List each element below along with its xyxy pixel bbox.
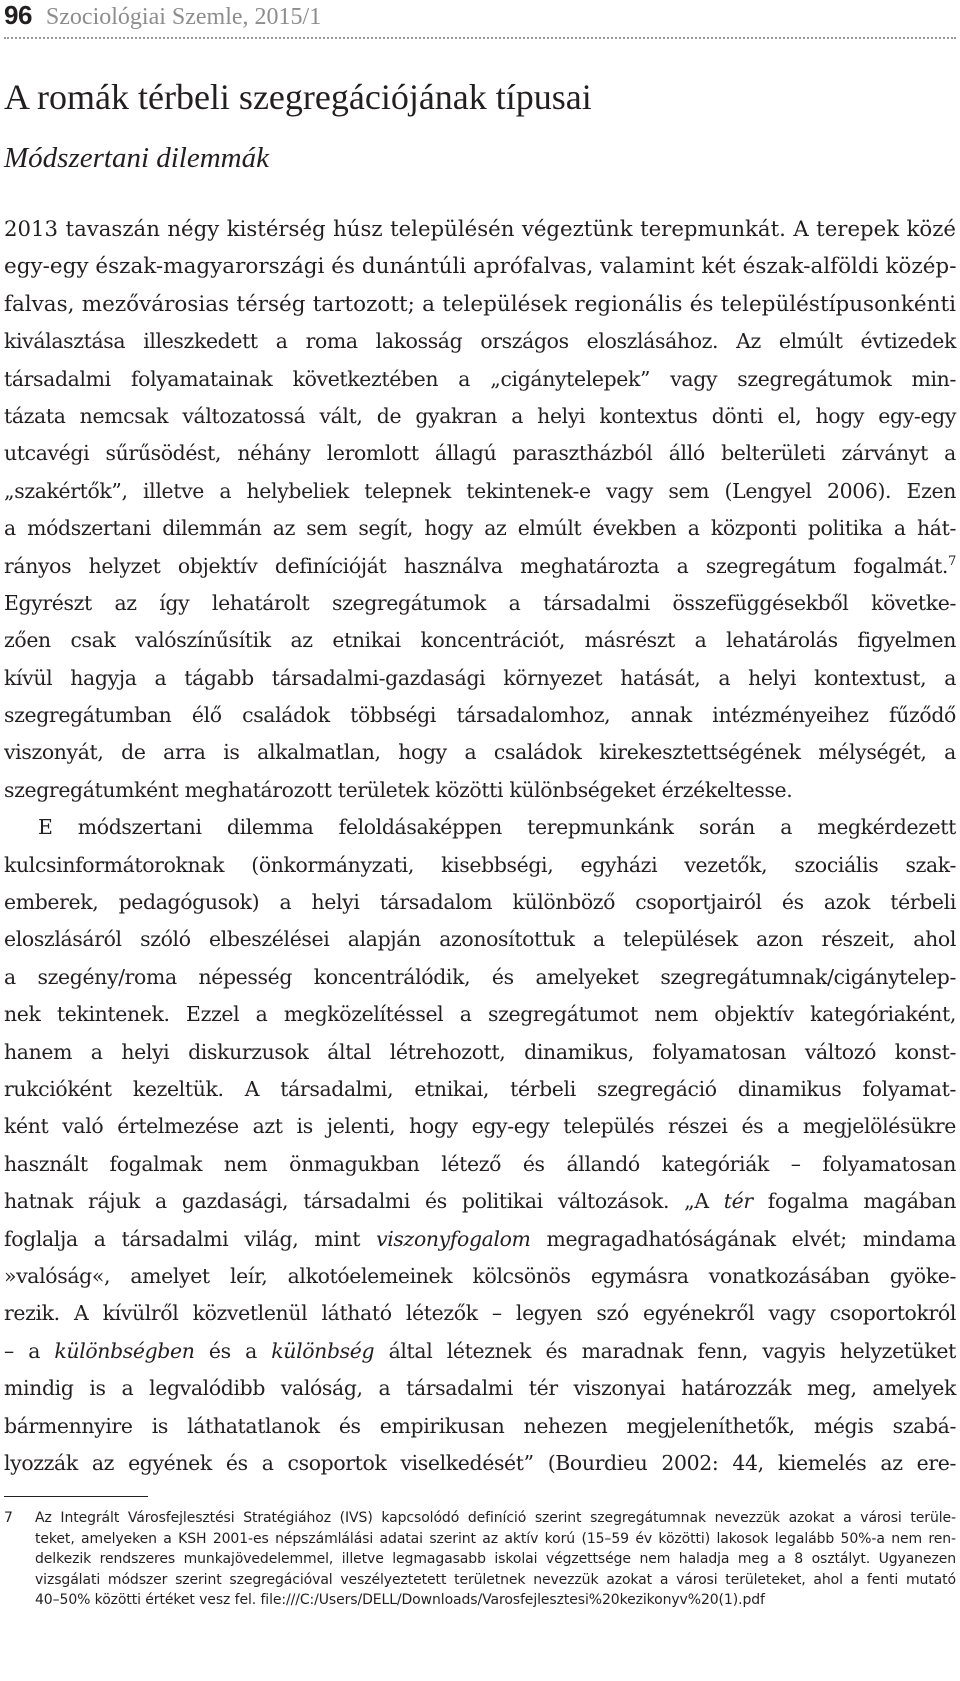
body-line: „szakértők”, illetve a helybeliek telepnek tekintenek-e vagy sem (Lengyel 2006). Ezen	[4, 478, 956, 503]
body-line	[4, 548, 956, 585]
body-line: viszonyát, de arra is alkalmatlan, hogy a családok kirekesztettségének mélységét, a	[4, 740, 956, 765]
body-line: kulcsinformátoroknak (önkormányzati, kisebbségi, egyházi vezetők, szociális szak-	[4, 852, 956, 877]
body-line: kiválasztása illeszkedett a roma lakosság országos eloszlásához. Az elmúlt évtizedek	[4, 329, 956, 354]
body-line: tázata nemcsak változatossá vált, de gyakran a helyi kontextus dönti el, hogy egy-egy	[4, 403, 956, 428]
body-line: utcavégi sűrűsödést, néhány leromlott állagú parasztházból álló belterületi zárványt a	[4, 441, 956, 466]
body-line-text: és a	[194, 1338, 272, 1363]
footnote-divider	[4, 1496, 148, 1497]
body-line: »valóság«, amelyet leír, alkotóelemeinek kölcsönös egymásra vonatkozásában gyöke-	[4, 1263, 956, 1288]
body-line: nek tekintenek. Ezzel a megközelítéssel a szegregátumot nem objektív kategóriaként,	[4, 1002, 956, 1027]
body-line-text: megragadhatóságának elvét; mindama	[530, 1226, 957, 1251]
body-line-text: által léteznek és maradnak fenn, vagyis helyzetüket	[374, 1338, 956, 1363]
body-line: a szegény/roma népesség koncentrálódik, és amelyeket szegregátumnak/cigánytelep-	[4, 964, 956, 989]
footnote-text	[35, 1508, 956, 1611]
body-line: társadalmi folyamatainak következtében a „cigánytelepek” vagy szegregátumok min-	[4, 366, 956, 391]
footnote-line: teket, amelyeken a KSH 2001-es népszámlálási adatai szerint az aktív korú (15–59 év közötti) lakosok legalább 50%-a nem ren-	[35, 1530, 956, 1547]
page-number: 96	[4, 0, 32, 30]
body-line: mindig is a legvalódibb valóság, a társadalmi tér viszonyai határozzák meg, amelyek	[4, 1376, 956, 1401]
footnote	[4, 1508, 956, 1611]
body-line: eloszlásáról szóló elbeszélései alapján azonosítottuk a települések azon részeit, ahol	[4, 927, 956, 952]
body-line	[4, 1221, 956, 1258]
footnote-line: vizsgálati módszer szerint szegregációval veszélyeztetett területnek nevezzük azokat a városi területeket, ahol a fenti mutató	[35, 1571, 956, 1588]
body-line-text: hatnak rájuk a gazdasági, társadalmi és politikai változások. „A	[4, 1189, 724, 1214]
body-line: zően csak valószínűsítik az etnikai koncentrációt, másrészt a lehatárolás figyelmen	[4, 628, 956, 653]
body-line: kívül hagyja a tágabb társadalmi-gazdasági környezet hatását, a helyi kontextust, a	[4, 665, 956, 690]
body-line	[4, 1183, 956, 1220]
body-line	[4, 1333, 956, 1370]
footnote-line: Az Integrált Városfejlesztési Stratégiához (IVS) kapcsolódó definíció szerint szegregátumnak nevezzük azokat a városi terüle-	[35, 1510, 956, 1526]
body-line: 2013 tavaszán négy kistérség húsz településén végeztünk terepmunkát. A terepek közé	[4, 217, 956, 242]
body-line: a módszertani dilemmán az sem segít, hogy az elmúlt években a központi politika a hát-	[4, 516, 956, 541]
article-title: A romák térbeli szegregációjának típusai	[4, 77, 592, 117]
body-line: emberek, pedagógusok) a helyi társadalom különböző csoportjairól és azok térbeli	[4, 890, 956, 915]
article-subtitle: Módszertani dilemmák	[4, 142, 269, 174]
body-line-text: fogalma magában	[752, 1189, 956, 1214]
body-line-text: – a	[4, 1338, 55, 1363]
emphasis: különbség	[271, 1338, 375, 1363]
body-line: rezik. A kívülről közvetlenül látható létezők – legyen szó egyénekről vagy csoportokról	[4, 1301, 956, 1326]
body-line: ként való értelmezése azt is jelenti, hogy egy-egy település részei és a megjelölésükre	[4, 1114, 956, 1139]
body-line-text: rányos helyzet objektív definícióját használva meghatározta a szegregátum fogalmát.	[4, 553, 949, 578]
header-divider	[4, 37, 956, 39]
footnote-line: delkezik rendszeres munkajövedelemmel, illetve legmagasabb iskolai végzettsége nem haladja meg a 8 osztályt. Ugyanezen	[35, 1551, 956, 1567]
body-line: lyozzák az egyének és a csoportok viselkedését” (Bourdieu 2002: 44, kiemelés az ere-	[4, 1450, 956, 1475]
body-line: egy-egy észak-magyarországi és dunántúli aprófalvas, valamint két észak-alföldi közép-	[4, 254, 957, 280]
body-line: szegregátumként meghatározott területek közötti különbségeket érzékeltesse.	[4, 777, 793, 802]
body-line: rukcióként kezeltük. A társadalmi, etnikai, térbeli szegregáció dinamikus folyamat-	[4, 1076, 956, 1101]
body-line: E módszertani dilemma feloldásaképpen terepmunkánk során a megkérdezett	[38, 815, 956, 840]
body-line: falvas, mezővárosias térség tartozott; a települések regionális és településtípusonkénti	[4, 291, 956, 317]
emphasis: viszonyfogalom	[376, 1226, 531, 1251]
body-line: Egyrészt az így lehatárolt szegregátumok a társadalmi összefüggésekből követke-	[4, 590, 956, 615]
body-line-text: foglalja a társadalmi világ, mint	[4, 1226, 377, 1251]
body-line: bármennyire is láthatatlanok és empirikusan nehezen megjeleníthetők, mégis szabá-	[4, 1413, 956, 1438]
body-line: használt fogalmak nem önmagukban létező és állandó kategóriák – folyamatosan	[4, 1151, 956, 1176]
emphasis: különbségben	[54, 1338, 195, 1363]
journal-title: Szociológiai Szemle, 2015/1	[45, 4, 322, 30]
body-line: hanem a helyi diskurzusok által létrehozott, dinamikus, folyamatosan változó konst-	[4, 1039, 956, 1064]
footnote-reference[interactable]: 7	[948, 553, 956, 569]
running-header	[4, 0, 321, 34]
body-line: szegregátumban élő családok többségi társadalomhoz, annak intézményeihez fűződő	[4, 703, 956, 728]
footnote-line: 40–50% közötti értéket vesz fel. file:///C:/Users/DELL/Downloads/Varosfejlesztesi%20kezikonyv%20(1).pdf	[35, 1592, 765, 1608]
footnote-number: 7	[4, 1510, 13, 1526]
body-text	[4, 211, 956, 1482]
emphasis: tér	[723, 1189, 753, 1214]
